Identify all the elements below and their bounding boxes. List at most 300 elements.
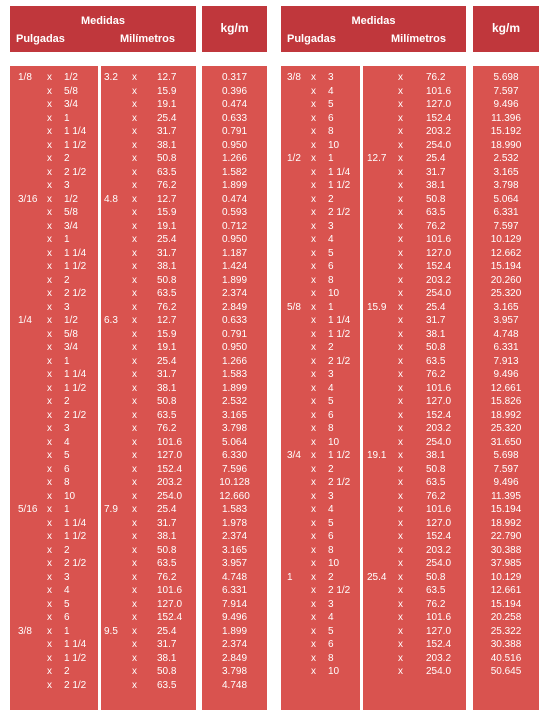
- mm-width: 38.1: [426, 180, 446, 191]
- inches-row: [10, 72, 98, 84]
- inches-thickness: 3/8: [287, 72, 301, 83]
- times-sign: x: [311, 666, 316, 677]
- times-sign: x: [47, 652, 52, 664]
- times-sign: x: [311, 247, 316, 259]
- kg-per-m-value: 0.950: [221, 234, 248, 245]
- times-sign: x: [47, 639, 52, 650]
- times-sign: x: [132, 396, 137, 407]
- kg-per-m-value: 7.913: [493, 355, 519, 367]
- times-sign: x: [47, 328, 52, 340]
- inches-width: 5: [328, 247, 334, 259]
- mm-width: 25.4: [157, 234, 177, 245]
- left-measures-header: [10, 6, 196, 52]
- inches-row: [281, 180, 360, 192]
- inches-row: [10, 680, 98, 692]
- inches-width: 10: [328, 139, 340, 151]
- mm-width: 12.7: [157, 193, 177, 205]
- times-sign: x: [132, 247, 137, 259]
- inches-row: [281, 666, 360, 678]
- inches-width: 4: [328, 85, 334, 97]
- kg-per-m-value: 1.583: [221, 369, 248, 380]
- mm-width: 31.7: [426, 166, 446, 178]
- times-sign: x: [398, 612, 403, 623]
- inches-width: 3: [328, 72, 334, 83]
- millimeters-row: [101, 248, 196, 260]
- mm-width: 152.4: [426, 639, 452, 650]
- inches-width: 8: [328, 652, 334, 664]
- inches-row: [281, 504, 360, 516]
- millimeters-row: [101, 410, 196, 422]
- times-sign: x: [132, 220, 137, 232]
- times-sign: x: [132, 301, 137, 313]
- inches-row: [281, 275, 360, 287]
- times-sign: x: [47, 531, 52, 542]
- inches-row: [10, 248, 98, 260]
- mm-width: 127.0: [426, 517, 452, 529]
- times-sign: x: [311, 85, 316, 97]
- inches-row: [10, 113, 98, 125]
- inches-thickness: 1/2: [287, 153, 301, 164]
- inches-row: [10, 558, 98, 570]
- times-sign: x: [47, 207, 52, 218]
- times-sign: x: [398, 261, 403, 272]
- mm-width: 101.6: [157, 585, 183, 596]
- inches-width: 3: [328, 369, 334, 380]
- kg-per-m-value: 30.388: [490, 544, 522, 556]
- kg-per-m-value: 5.064: [493, 193, 519, 205]
- times-sign: x: [311, 274, 316, 286]
- times-sign: x: [311, 490, 316, 502]
- millimeters-row: [101, 302, 196, 314]
- times-sign: x: [398, 382, 403, 394]
- mm-width: 50.8: [157, 153, 177, 164]
- inches-width: 4: [328, 234, 334, 245]
- inches-row: [281, 315, 360, 327]
- kg-per-m-value: 11.396: [491, 112, 521, 124]
- inches-width: 6: [328, 409, 334, 421]
- times-sign: x: [398, 477, 403, 488]
- millimeters-row: [363, 140, 466, 152]
- times-sign: x: [311, 207, 316, 218]
- kg-per-m-value: 1.266: [221, 355, 248, 367]
- times-sign: x: [311, 585, 316, 596]
- inches-width: 8: [328, 126, 334, 137]
- inches-row: [281, 558, 360, 570]
- times-sign: x: [398, 625, 403, 637]
- times-sign: x: [311, 652, 316, 664]
- inches-width: 1 1/2: [328, 328, 351, 340]
- inches-width: 1 1/4: [328, 166, 351, 178]
- kg-per-m-value: 7.596: [221, 463, 248, 475]
- millimeters-row: [363, 153, 466, 165]
- inches-row: [10, 423, 98, 435]
- times-sign: x: [398, 207, 403, 218]
- times-sign: x: [398, 193, 403, 205]
- mm-width: 203.2: [426, 126, 452, 137]
- kg-per-m-value: 10.129: [490, 571, 522, 583]
- inches-row: [10, 86, 98, 98]
- mm-width: 63.5: [426, 477, 446, 488]
- kg-per-m-value: 3.165: [493, 166, 519, 178]
- mm-width: 25.4: [157, 112, 177, 124]
- kg-per-m-value: 1.266: [221, 153, 248, 164]
- inches-row: [281, 585, 360, 597]
- inches-row: [10, 477, 98, 489]
- times-sign: x: [47, 598, 52, 610]
- times-sign: x: [311, 112, 316, 124]
- mm-thickness: 12.7: [367, 153, 387, 164]
- millimeters-row: [363, 666, 466, 678]
- millimeters-row: [101, 288, 196, 300]
- millimeters-row: [363, 99, 466, 111]
- times-sign: x: [132, 652, 137, 664]
- times-sign: x: [132, 85, 137, 97]
- times-sign: x: [47, 112, 52, 124]
- inches-width: 5/8: [64, 207, 78, 218]
- times-sign: x: [398, 288, 403, 299]
- times-sign: x: [47, 274, 52, 286]
- mm-width: 50.8: [426, 342, 446, 353]
- millimeters-row: [101, 558, 196, 570]
- inches-row: [281, 477, 360, 489]
- inches-width: 5: [328, 625, 334, 637]
- millimeters-row: [101, 369, 196, 381]
- inches-width: 10: [64, 490, 76, 502]
- right-millimeters-column: [363, 66, 466, 710]
- mm-width: 15.9: [157, 85, 177, 97]
- mm-width: 19.1: [157, 220, 177, 232]
- inches-width: 5: [328, 99, 334, 110]
- times-sign: x: [398, 315, 403, 326]
- times-sign: x: [132, 544, 137, 556]
- kg-per-m-value: 2.374: [221, 639, 248, 650]
- millimeters-row: [363, 626, 466, 638]
- times-sign: x: [132, 450, 137, 461]
- kg-per-m-value: 6.331: [493, 342, 519, 353]
- inches-row: [281, 72, 360, 84]
- inches-width: 1: [64, 112, 70, 124]
- kg-per-m-value: 2.532: [221, 396, 248, 407]
- kg-per-m-value: 9.496: [493, 477, 519, 488]
- times-sign: x: [132, 369, 137, 380]
- kg-per-m-value: 12.661: [490, 382, 522, 394]
- millimeters-row: [363, 437, 466, 449]
- kg-per-m-value: 1.899: [221, 274, 248, 286]
- mm-width: 76.2: [426, 72, 446, 83]
- inches-width: 5/8: [64, 328, 78, 340]
- times-sign: x: [398, 153, 403, 164]
- times-sign: x: [398, 220, 403, 232]
- mm-width: 38.1: [157, 652, 177, 664]
- times-sign: x: [47, 126, 52, 137]
- millimeters-row: [101, 653, 196, 665]
- times-sign: x: [132, 261, 137, 272]
- inches-width: 5: [328, 517, 334, 529]
- inches-width: 1: [328, 301, 334, 313]
- mm-width: 101.6: [426, 612, 452, 623]
- kg-per-m-value: 18.992: [490, 409, 522, 421]
- times-sign: x: [47, 612, 52, 623]
- inches-width: 1/2: [64, 72, 78, 83]
- times-sign: x: [132, 571, 137, 583]
- inches-row: [10, 383, 98, 395]
- millimeters-row: [101, 329, 196, 341]
- measures-label: Medidas: [80, 15, 125, 27]
- kg-per-m-value: 15.192: [490, 126, 522, 137]
- inches-row: [10, 531, 98, 543]
- times-sign: x: [47, 234, 52, 245]
- mm-width: 50.8: [157, 544, 177, 556]
- times-sign: x: [398, 99, 403, 110]
- kg-per-m-value: 7.597: [493, 463, 519, 475]
- inches-width: 1: [64, 355, 70, 367]
- times-sign: x: [47, 180, 52, 191]
- millimeters-row: [101, 180, 196, 192]
- inches-row: [281, 221, 360, 233]
- times-sign: x: [398, 463, 403, 475]
- times-sign: x: [398, 652, 403, 664]
- inches-width: 4: [328, 382, 334, 394]
- mm-width: 254.0: [426, 139, 452, 151]
- inches-row: [281, 356, 360, 368]
- mm-width: 38.1: [426, 328, 446, 340]
- millimeters-row: [101, 342, 196, 354]
- times-sign: x: [398, 328, 403, 340]
- inches-row: [10, 288, 98, 300]
- times-sign: x: [132, 436, 137, 448]
- times-sign: x: [47, 396, 52, 407]
- kg-per-m-value: 20.258: [490, 612, 522, 623]
- kg-per-m-value: 4.748: [221, 679, 248, 691]
- inches-width: 1 1/4: [64, 369, 87, 380]
- times-sign: x: [311, 288, 316, 299]
- mm-width: 152.4: [426, 531, 452, 542]
- kg-per-m-value: 2.532: [493, 153, 519, 164]
- mm-width: 63.5: [426, 355, 446, 367]
- kg-per-m-value: 3.798: [493, 180, 519, 191]
- inches-row: [281, 329, 360, 341]
- times-sign: x: [132, 504, 137, 515]
- inches-row: [10, 167, 98, 179]
- inches-row: [281, 437, 360, 449]
- mm-width: 31.7: [157, 369, 177, 380]
- times-sign: x: [47, 625, 52, 637]
- inches-row: [281, 531, 360, 543]
- times-sign: x: [398, 436, 403, 448]
- mm-width: 38.1: [426, 450, 446, 461]
- millimeters-row: [101, 275, 196, 287]
- inches-row: [281, 599, 360, 611]
- inches-thickness: 1: [287, 571, 293, 583]
- inches-width: 1 1/2: [64, 531, 87, 542]
- millimeters-row: [363, 261, 466, 273]
- inches-width: 3: [328, 490, 334, 502]
- times-sign: x: [311, 504, 316, 515]
- mm-thickness: 3.2: [104, 72, 118, 83]
- mm-width: 101.6: [426, 85, 452, 97]
- millimeters-row: [363, 113, 466, 125]
- inches-row: [10, 180, 98, 192]
- mm-width: 254.0: [426, 288, 452, 299]
- inches-width: 2 1/2: [328, 207, 351, 218]
- kg-per-m-value: 9.496: [493, 369, 519, 380]
- kg-per-m-value: 0.317: [221, 72, 248, 83]
- inches-row: [10, 464, 98, 476]
- mm-width: 63.5: [157, 409, 177, 421]
- inches-width: 2: [64, 396, 70, 407]
- millimeters-row: [101, 72, 196, 84]
- inches-row: [281, 491, 360, 503]
- kg-per-m-value: 37.985: [490, 558, 522, 569]
- inches-row: [10, 315, 98, 327]
- millimeters-row: [363, 639, 466, 651]
- inches-row: [281, 99, 360, 111]
- millimeters-row: [363, 167, 466, 179]
- mm-width: 19.1: [157, 342, 177, 353]
- millimeters-row: [101, 113, 196, 125]
- times-sign: x: [47, 504, 52, 515]
- times-sign: x: [47, 436, 52, 448]
- inches-width: 2: [64, 153, 70, 164]
- mm-width: 101.6: [157, 436, 183, 448]
- times-sign: x: [132, 490, 137, 502]
- inches-row: [281, 369, 360, 381]
- inches-row: [281, 207, 360, 219]
- times-sign: x: [398, 639, 403, 650]
- inches-width: 4: [64, 585, 70, 596]
- times-sign: x: [132, 666, 137, 677]
- inches-width: 2: [64, 544, 70, 556]
- millimeters-row: [101, 315, 196, 327]
- kg-per-m-value: 5.698: [493, 450, 519, 461]
- kg-per-m-value: 0.712: [221, 220, 248, 232]
- millimeters-row: [363, 410, 466, 422]
- mm-width: 50.8: [426, 193, 446, 205]
- mm-width: 25.4: [157, 504, 177, 515]
- millimeters-row: [101, 383, 196, 395]
- mm-width: 254.0: [426, 666, 452, 677]
- inches-width: 4: [328, 504, 334, 515]
- kg-per-m-value: 1.899: [221, 382, 248, 394]
- mm-thickness: 7.9: [104, 504, 118, 515]
- inches-width: 1 1/2: [64, 382, 87, 394]
- inches-row: [10, 126, 98, 138]
- inches-width: 10: [328, 666, 340, 677]
- mm-width: 50.8: [157, 274, 177, 286]
- times-sign: x: [311, 139, 316, 151]
- millimeters-row: [101, 585, 196, 597]
- times-sign: x: [132, 355, 137, 367]
- kg-per-m-value: 4.748: [493, 328, 519, 340]
- millimeters-row: [363, 369, 466, 381]
- kg-per-m-value: 3.798: [221, 423, 248, 434]
- inches-row: [10, 99, 98, 111]
- times-sign: x: [311, 517, 316, 529]
- inches-width: 1 1/4: [64, 639, 87, 650]
- millimeters-row: [101, 666, 196, 678]
- inches-row: [281, 450, 360, 462]
- millimeters-row: [363, 518, 466, 530]
- inches-width: 2 1/2: [328, 355, 351, 367]
- inches-width: 8: [328, 274, 334, 286]
- inches-width: 1 1/2: [328, 450, 351, 461]
- inches-width: 3: [328, 220, 334, 232]
- kg-per-m-value: 2.374: [221, 288, 248, 299]
- times-sign: x: [132, 598, 137, 610]
- mm-thickness: 25.4: [367, 571, 387, 583]
- millimeters-row: [363, 86, 466, 98]
- millimeters-row: [101, 639, 196, 651]
- times-sign: x: [398, 396, 403, 407]
- kg-per-m-value: 18.992: [490, 517, 522, 529]
- times-sign: x: [311, 261, 316, 272]
- mm-thickness: 4.8: [104, 193, 118, 205]
- inches-row: [281, 572, 360, 584]
- times-sign: x: [132, 382, 137, 394]
- times-sign: x: [311, 558, 316, 569]
- times-sign: x: [47, 153, 52, 164]
- millimeters-row: [363, 585, 466, 597]
- mm-width: 50.8: [157, 666, 177, 677]
- times-sign: x: [47, 342, 52, 353]
- mm-width: 127.0: [426, 247, 452, 259]
- inches-width: 5: [64, 450, 70, 461]
- times-sign: x: [47, 99, 52, 110]
- inches-width: 2 1/2: [328, 477, 351, 488]
- millimeters-row: [363, 599, 466, 611]
- times-sign: x: [132, 517, 137, 529]
- millimeters-row: [101, 140, 196, 152]
- mm-width: 38.1: [157, 382, 177, 394]
- right-kg-header: [473, 6, 539, 52]
- millimeters-row: [363, 423, 466, 435]
- inches-width: 2: [64, 274, 70, 286]
- inches-width: 6: [328, 261, 334, 272]
- kg-per-m-value: 12.661: [490, 585, 522, 596]
- mm-width: 152.4: [426, 261, 452, 272]
- inches-row: [10, 666, 98, 678]
- kg-per-m-value: 2.849: [221, 301, 248, 313]
- times-sign: x: [132, 99, 137, 110]
- times-sign: x: [398, 598, 403, 610]
- kg-per-m-value: 0.593: [221, 207, 248, 218]
- kg-per-m-value: 3.165: [221, 409, 248, 421]
- inches-row: [10, 437, 98, 449]
- times-sign: x: [132, 234, 137, 245]
- inches-row: [281, 261, 360, 273]
- mm-width: 25.4: [157, 355, 177, 367]
- times-sign: x: [311, 72, 316, 83]
- times-sign: x: [311, 571, 316, 583]
- inches-row: [281, 612, 360, 624]
- millimeters-row: [101, 491, 196, 503]
- inches-width: 3: [64, 571, 70, 583]
- times-sign: x: [398, 139, 403, 151]
- times-sign: x: [398, 112, 403, 124]
- mm-thickness: 19.1: [367, 450, 387, 461]
- times-sign: x: [311, 369, 316, 380]
- mm-width: 127.0: [426, 396, 452, 407]
- times-sign: x: [398, 517, 403, 529]
- times-sign: x: [311, 450, 316, 461]
- mm-width: 203.2: [426, 423, 452, 434]
- kg-per-m-value: 0.633: [221, 315, 248, 326]
- kg-per-m-value: 1.899: [221, 625, 248, 637]
- kg-per-m-value: 6.331: [493, 207, 519, 218]
- kg-per-m-value: 6.330: [221, 450, 248, 461]
- inches-width: 1: [64, 504, 70, 515]
- inches-row: [281, 423, 360, 435]
